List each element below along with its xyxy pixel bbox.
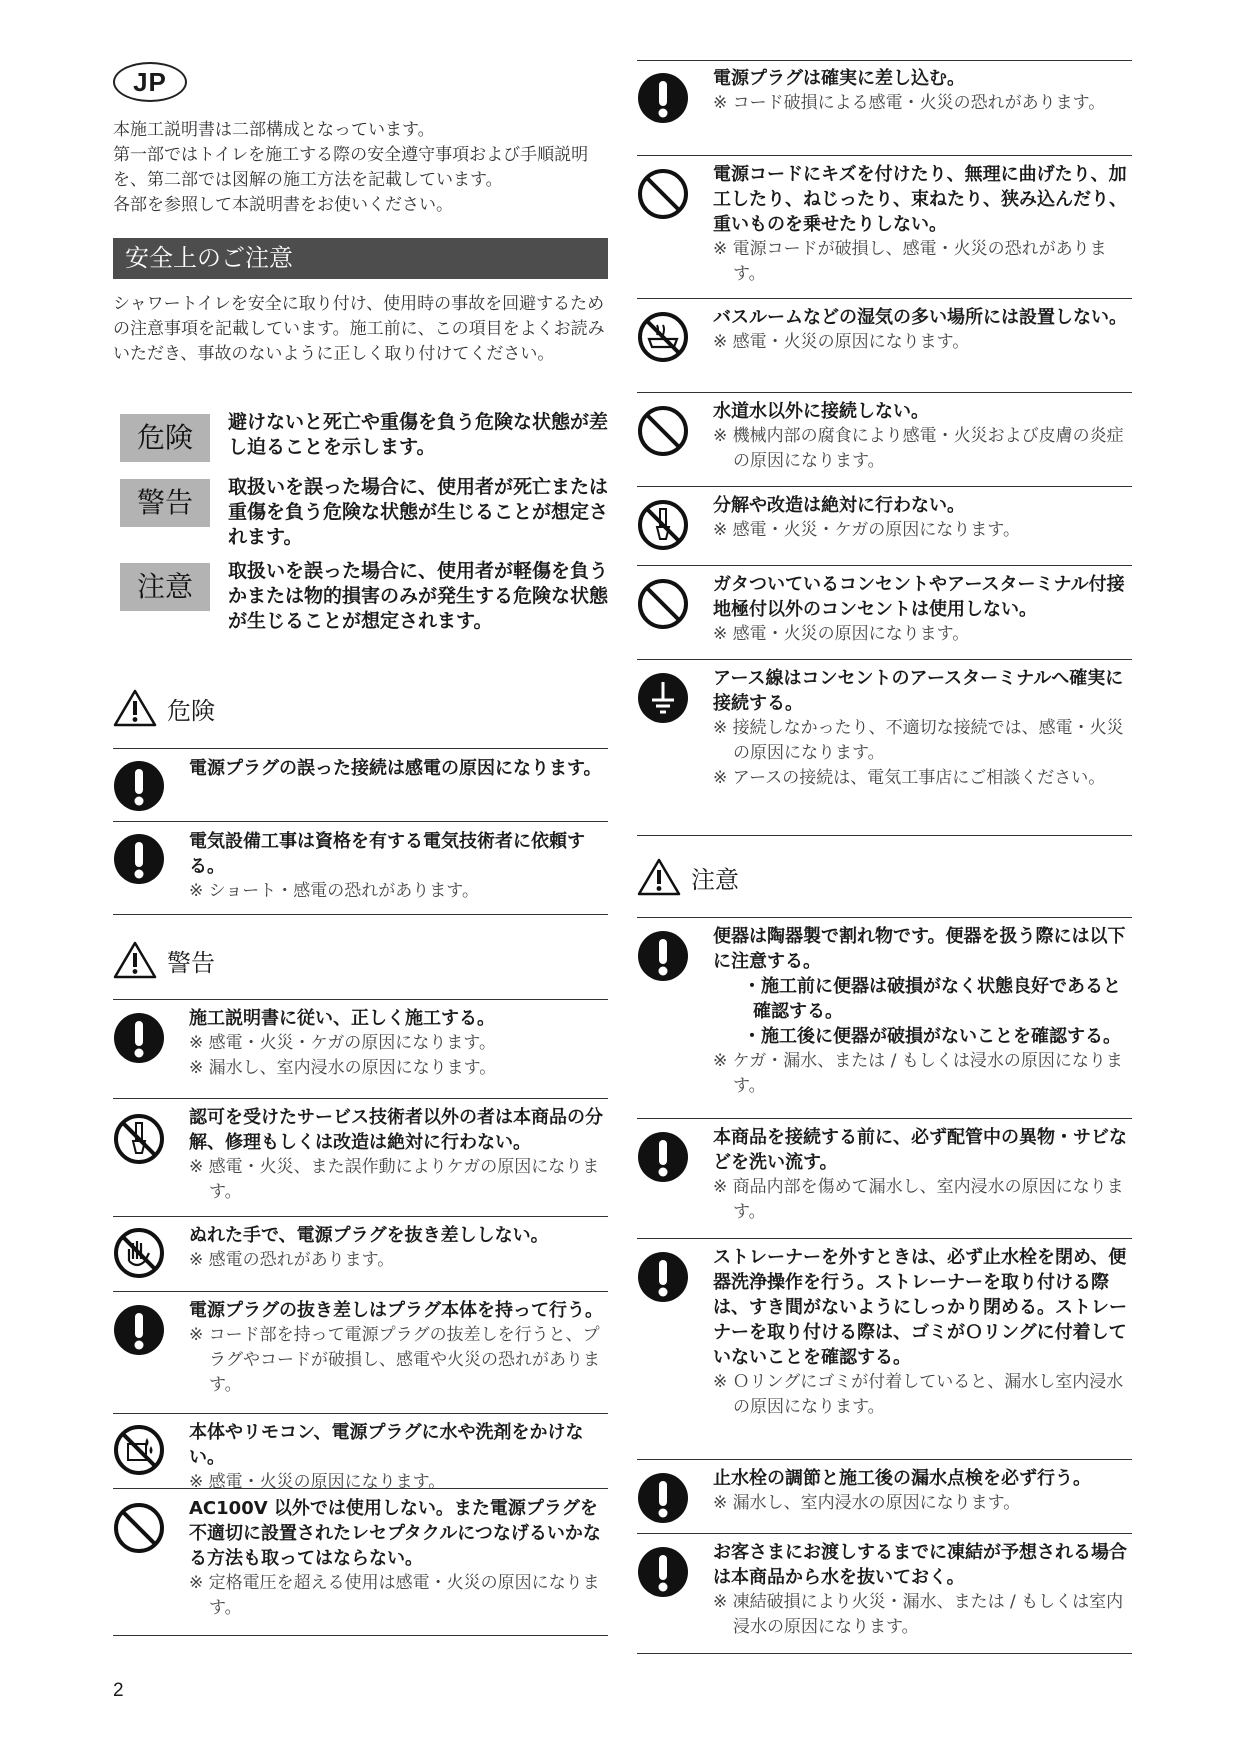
item-main: 便器は陶器製で割れ物です。便器を扱う際には以下に注意する。: [713, 926, 1126, 972]
mandatory-icon: [637, 1472, 689, 1524]
caution-heading-label: 注意: [691, 865, 739, 894]
item-note: ※ コード部を持って電源プラグの抜差しを行うと、プラグやコードが破損し、感電や火災の恐れがあります。: [189, 1325, 600, 1395]
level-warning: [120, 475, 608, 555]
prohibition-icon: [637, 168, 689, 220]
item-main: 電源プラグの抜き差しはプラグ本体を持って行う。: [189, 1300, 603, 1321]
divider: [637, 155, 1132, 156]
item-note: ※ 感電の恐れがあります。: [189, 1250, 395, 1270]
no-disassemble-icon: [637, 499, 689, 551]
page-number: 2: [113, 1680, 124, 1701]
item-main: 施工説明書に従い、正しく施工する。: [189, 1008, 495, 1029]
item-note: ※ 感電・火災の原因になります。: [713, 624, 970, 644]
warning-triangle-icon: [113, 940, 157, 980]
item-main: 電気設備工事は資格を有する電気技術者に依頼する。: [189, 831, 585, 877]
divider: [113, 1413, 608, 1414]
prohibition-icon: [113, 1502, 165, 1554]
divider: [113, 821, 608, 822]
divider: [637, 835, 1132, 836]
divider: [637, 1533, 1132, 1534]
item-main: 止水栓の調節と施工後の漏水点検を必ず行う。: [713, 1468, 1091, 1489]
item-sub: ・施工前に便器は破損がなく状態良好であると確認する。: [743, 976, 1121, 1022]
mandatory-icon: [113, 1012, 165, 1064]
item-main: 本商品を接続する前に、必ず配管中の異物・サビなどを洗い流す。: [713, 1127, 1127, 1173]
divider: [637, 565, 1132, 566]
mandatory-icon: [637, 930, 689, 982]
item-main: ガタついているコンセントやアースターミナル付接地極付以外のコンセントは使用しない。: [713, 574, 1125, 620]
item-main: 分解や改造は絶対に行わない。: [713, 495, 965, 516]
divider: [637, 486, 1132, 487]
item-main: 水道水以外に接続しない。: [713, 401, 929, 422]
item-note: ※ 感電・火災の原因になります。: [713, 332, 970, 352]
caution-heading: [637, 857, 739, 897]
danger-heading-label: 危険: [167, 696, 215, 725]
item-note: ※ ケガ・漏水、または / もしくは浸水の原因になります。: [713, 1051, 1123, 1096]
no-water-icon: [113, 1424, 165, 1476]
warning-heading: [113, 940, 215, 980]
item-main: 本体やリモコン、電源プラグに水や洗剤をかけない。: [189, 1422, 584, 1468]
item-note: ※ 電源コードが破損し、感電・火災の恐れがあります。: [713, 239, 1107, 284]
divider: [637, 1653, 1132, 1654]
item-main: AC100V 以外では使用しない。また電源プラグを不適切に設置されたレセプタクルにつなげるいかなる方法も取ってはならない。: [189, 1498, 601, 1569]
level-tag-caution: 注意: [120, 563, 210, 611]
language-badge: JP: [113, 62, 187, 102]
item-main: アース線はコンセントのアースターミナルへ確実に接続する。: [713, 668, 1124, 714]
no-wet-hand-icon: [113, 1227, 165, 1279]
item-main: お客さまにお渡しするまでに凍結が予想される場合は本商品から水を抜いておく。: [713, 1542, 1127, 1588]
item-note: ※ 感電・火災、また誤作動によりケガの原因になります。: [189, 1157, 600, 1202]
no-bathroom-icon: [637, 311, 689, 363]
divider: [637, 1459, 1132, 1460]
item-main: 認可を受けたサービス技術者以外の者は本商品の分解、修理もしくは改造は絶対に行わない。: [189, 1107, 603, 1153]
item-main: 電源プラグは確実に差し込む。: [713, 68, 965, 89]
item-main: 電源コードにキズを付けたり、無理に曲げたり、加工したり、ねじったり、束ねたり、狭み込んだり、重いものを乗せたりしない。: [713, 164, 1127, 235]
divider: [113, 1098, 608, 1099]
item-note: ※ 商品内部を傷めて漏水し、室内浸水の原因になります。: [713, 1177, 1124, 1222]
danger-heading: [113, 688, 215, 728]
level-text: 取扱いを誤った場合に、使用者が軽傷を負うかまたは物的損害のみが発生する危険な状態が生じることが想定されます。: [228, 560, 609, 632]
item-note: ※ 機械内部の腐食により感電・火災および皮膚の炎症の原因になります。: [713, 426, 1124, 471]
intro-line: 本施工説明書は二部構成となっています。: [113, 120, 435, 140]
item-main: 電源プラグの誤った接続は感電の原因になります。: [189, 758, 602, 779]
safety-description: シャワートイレを安全に取り付け、使用時の事故を回避するための注意事項を記載しています。施工前に、この項目をよくお読みいただき、事故のないように正しく取り付けてください。: [113, 294, 605, 364]
divider: [113, 1635, 608, 1636]
warning-heading-label: 警告: [167, 948, 215, 977]
divider: [113, 1291, 608, 1292]
divider: [637, 659, 1132, 660]
mandatory-icon: [637, 1251, 689, 1303]
level-text: 避けないと死亡や重傷を負う危険な状態が差し迫ることを示します。: [228, 411, 609, 458]
mandatory-icon: [637, 72, 689, 124]
level-text: 取扱いを誤った場合に、使用者が死亡または重傷を負う危険な状態が生じることが想定されます。: [228, 476, 609, 548]
item-note: ※ 凍結破損により火災・漏水、または / もしくは室内浸水の原因になります。: [713, 1592, 1124, 1637]
item-sub: ・施工後に便器が破損がないことを確認する。: [743, 1026, 1121, 1047]
divider: [637, 1118, 1132, 1119]
mandatory-icon: [637, 1546, 689, 1598]
divider: [113, 914, 608, 915]
intro-text: [113, 118, 608, 218]
divider: [637, 917, 1132, 918]
item-note: ※ アースの接続は、電気工事店にご相談ください。: [713, 768, 1106, 788]
item-main: バスルームなどの湿気の多い場所には設置しない。: [713, 307, 1127, 328]
divider: [637, 1238, 1132, 1239]
level-danger: [120, 410, 608, 480]
warning-triangle-icon: [113, 688, 157, 728]
safety-section-title: 安全上のご注意: [113, 238, 608, 279]
item-note: ※ ショート・感電の恐れがあります。: [189, 881, 479, 901]
warning-triangle-icon: [637, 857, 681, 897]
item-note: ※ コード破損による感電・火災の恐れがあります。: [713, 93, 1106, 113]
item-note: ※ 漏水し、室内浸水の原因になります。: [189, 1058, 497, 1078]
mandatory-icon: [637, 1131, 689, 1183]
divider: [637, 298, 1132, 299]
item-note: ※ 感電・火災・ケガの原因になります。: [189, 1033, 496, 1053]
item-note: ※ 感電・火災の原因になります。: [189, 1472, 446, 1492]
divider: [113, 1216, 608, 1217]
prohibition-icon: [637, 578, 689, 630]
divider: [113, 1488, 608, 1489]
intro-line: 各部を参照して本説明書をお使いください。: [113, 195, 453, 215]
divider: [113, 748, 608, 749]
item-note: ※ 定格電圧を超える使用は感電・火災の原因になります。: [189, 1573, 600, 1618]
prohibition-icon: [637, 405, 689, 457]
item-note: ※ Ｏリングにゴミが付着していると、漏水し室内浸水の原因になります。: [713, 1372, 1124, 1417]
item-main: ストレーナーを外すときは、必ず止水栓を閉め、便器洗浄操作を行う。ストレーナーを取り付ける際は、すき間がないようにしっかり閉める。ストレーナーを取り付ける際は、ゴミがＯリングに付着していないことを確認する。: [713, 1247, 1127, 1368]
mandatory-icon: [113, 760, 165, 812]
item-note: ※ 接続しなかったり、不適切な接続では、感電・火災の原因になります。: [713, 718, 1124, 763]
no-disassemble-icon: [113, 1113, 165, 1165]
mandatory-icon: [113, 1304, 165, 1356]
intro-line: 第一部ではトイレを施工する際の安全遵守事項および手順説明を、第二部では図解の施工方法を記載しています。: [113, 145, 589, 190]
mandatory-icon: [113, 833, 165, 885]
item-main: ぬれた手で、電源プラグを抜き差ししない。: [189, 1225, 549, 1246]
level-tag-danger: 危険: [120, 414, 210, 462]
divider: [113, 999, 608, 1000]
divider: [637, 60, 1132, 61]
item-note: ※ 漏水し、室内浸水の原因になります。: [713, 1493, 1021, 1513]
level-caution: [120, 559, 608, 659]
divider: [637, 392, 1132, 393]
item-note: ※ 感電・火災・ケガの原因になります。: [713, 520, 1020, 540]
level-tag-warning: 警告: [120, 479, 210, 527]
ground-icon: [637, 672, 689, 724]
